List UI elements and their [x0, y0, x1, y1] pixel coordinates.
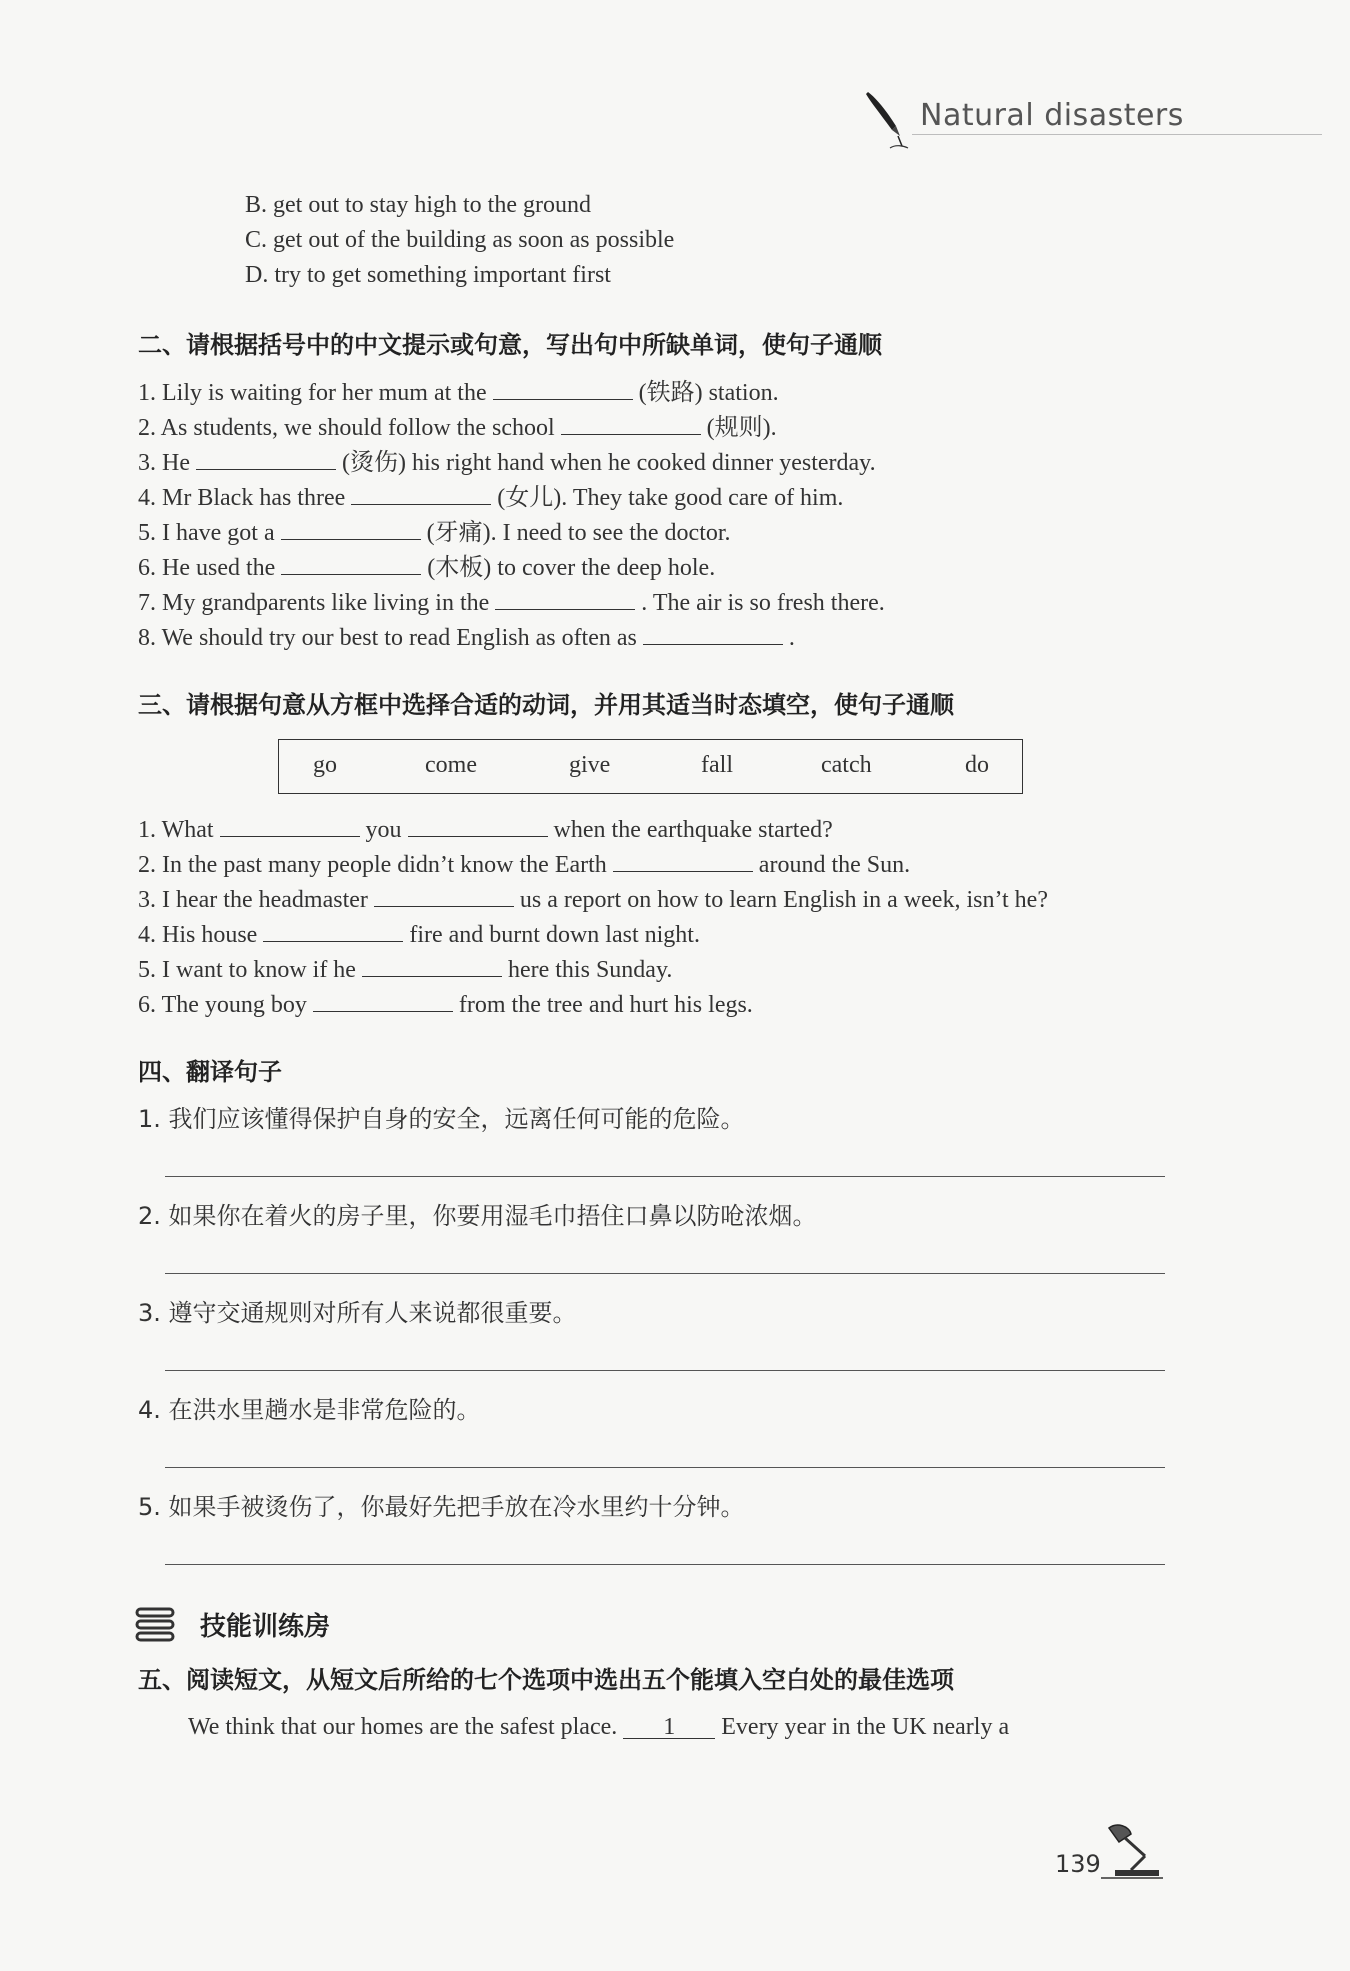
s2-blank-2[interactable] [561, 412, 701, 435]
s3-blank-1b[interactable] [408, 814, 548, 837]
s3-item-5-a: 5. I want to know if he [138, 957, 356, 983]
page-number: 139 [1055, 1850, 1101, 1878]
s2-item-6-pre: 6. He used the [138, 555, 276, 581]
word-give: give [569, 752, 611, 778]
option-b: B. get out to stay high to the ground [245, 192, 591, 218]
s2-item-8-post: . [788, 625, 795, 651]
page-header [860, 88, 1320, 148]
s3-item-1-a: 1. What [138, 817, 214, 843]
s2-item-2-post: (规则). [706, 415, 777, 441]
s3-blank-3[interactable] [374, 884, 514, 907]
word-do: do [965, 752, 989, 778]
s3-item-6-b: from the tree and hurt his legs. [458, 992, 753, 1018]
s2-item-8 [138, 622, 795, 653]
s2-item-3-post: (烫伤) his right hand when he cooked dinner yesterday. [341, 450, 876, 476]
s2-blank-7[interactable] [495, 587, 635, 610]
s2-item-8-pre: 8. We should try our best to read English as often as [138, 625, 637, 651]
word-box [278, 739, 1023, 794]
s2-item-2-pre: 2. As students, we should follow the school [138, 415, 555, 441]
word-catch: catch [821, 752, 872, 778]
s3-item-2-b: around the Sun. [758, 852, 911, 878]
pen-icon [860, 88, 910, 150]
section2-heading: 二、请根据括号中的中文提示或句意，写出句中所缺单词，使句子通顺 [138, 331, 882, 359]
s2-item-1 [138, 377, 779, 408]
option-d: D. try to get something important first [245, 262, 611, 288]
s4-answer-line-3[interactable] [165, 1370, 1165, 1371]
s3-item-6-a: 6. The young boy [138, 992, 307, 1018]
word-fall: fall [701, 752, 733, 778]
s2-blank-8[interactable] [643, 622, 783, 645]
s4-item-4: 4. 在洪水里趟水是非常危险的。 [138, 1396, 481, 1424]
desk-lamp-icon [1095, 1820, 1165, 1880]
s3-item-4 [138, 919, 700, 950]
s3-item-6 [138, 989, 753, 1020]
s5-text-post: Every year in the UK nearly a [721, 1714, 1010, 1740]
section5-heading: 五、阅读短文，从短文后所给的七个选项中选出五个能填入空白处的最佳选项 [138, 1666, 954, 1694]
header-title: Natural disasters [920, 98, 1184, 133]
s3-item-2-a: 2. In the past many people didn’t know the Earth [138, 852, 607, 878]
section3-heading: 三、请根据句意从方框中选择合适的动词，并用其适当时态填空，使句子通顺 [138, 691, 954, 719]
s3-item-1 [138, 814, 833, 845]
s2-blank-6[interactable] [281, 552, 421, 575]
word-go: go [313, 752, 337, 778]
s2-item-5-post: (牙痛). I need to see the doctor. [426, 520, 731, 546]
s3-item-5 [138, 954, 672, 985]
s2-item-1-post: (铁路) station. [638, 380, 779, 406]
s4-item-1: 1. 我们应该懂得保护自身的安全，远离任何可能的危险。 [138, 1105, 745, 1133]
s2-item-5-pre: 5. I have got a [138, 520, 275, 546]
s4-item-3: 3. 遵守交通规则对所有人来说都很重要。 [138, 1299, 577, 1327]
s3-blank-2[interactable] [613, 849, 753, 872]
s2-item-6 [138, 552, 715, 583]
s2-item-5 [138, 517, 731, 548]
section4-heading: 四、翻译句子 [138, 1058, 282, 1086]
s2-item-4 [138, 482, 843, 513]
s2-item-2 [138, 412, 777, 443]
s3-item-3-b: us a report on how to learn English in a week, isn’t he? [519, 887, 1048, 913]
skills-icon [135, 1605, 177, 1645]
s3-item-4-b: fire and burnt down last night. [409, 922, 700, 948]
s4-answer-line-2[interactable] [165, 1273, 1165, 1274]
word-come: come [425, 752, 477, 778]
s3-blank-4[interactable] [263, 919, 403, 942]
s4-answer-line-1[interactable] [165, 1176, 1165, 1177]
s3-blank-1a[interactable] [220, 814, 360, 837]
s3-item-3-a: 3. I hear the headmaster [138, 887, 368, 913]
s3-item-5-b: here this Sunday. [507, 957, 673, 983]
s2-blank-5[interactable] [281, 517, 421, 540]
s5-blank-1[interactable]: 1 [623, 1716, 715, 1739]
s2-item-7-pre: 7. My grandparents like living in the [138, 590, 490, 616]
s5-passage-line [188, 1712, 1009, 1742]
s3-item-4-a: 4. His house [138, 922, 258, 948]
s2-item-6-post: (木板) to cover the deep hole. [427, 555, 716, 581]
s2-blank-1[interactable] [493, 377, 633, 400]
s5-text-pre: We think that our homes are the safest place. [188, 1714, 618, 1740]
s3-item-3 [138, 884, 1048, 915]
skills-title: 技能训练房 [200, 1612, 331, 1642]
s2-item-7 [138, 587, 885, 618]
s2-item-4-post: (女儿). They take good care of him. [497, 485, 844, 511]
s3-item-1-c: when the earthquake started? [553, 817, 833, 843]
s2-blank-4[interactable] [351, 482, 491, 505]
s2-item-3-pre: 3. He [138, 450, 190, 476]
header-rule [912, 134, 1322, 135]
option-c: C. get out of the building as soon as possible [245, 227, 675, 253]
s3-blank-6[interactable] [313, 989, 453, 1012]
s2-item-4-pre: 4. Mr Black has three [138, 485, 346, 511]
s3-blank-5[interactable] [362, 954, 502, 977]
s4-answer-line-4[interactable] [165, 1467, 1165, 1468]
s2-item-3 [138, 447, 876, 478]
s4-item-2: 2. 如果你在着火的房子里，你要用湿毛巾捂住口鼻以防呛浓烟。 [138, 1202, 817, 1230]
s4-item-5: 5. 如果手被烫伤了，你最好先把手放在冷水里约十分钟。 [138, 1493, 745, 1521]
s3-item-2 [138, 849, 910, 880]
s4-answer-line-5[interactable] [165, 1564, 1165, 1565]
s3-item-1-b: you [365, 817, 402, 843]
s2-blank-3[interactable] [196, 447, 336, 470]
s2-item-1-pre: 1. Lily is waiting for her mum at the [138, 380, 487, 406]
s2-item-7-post: . The air is so fresh there. [641, 590, 885, 616]
